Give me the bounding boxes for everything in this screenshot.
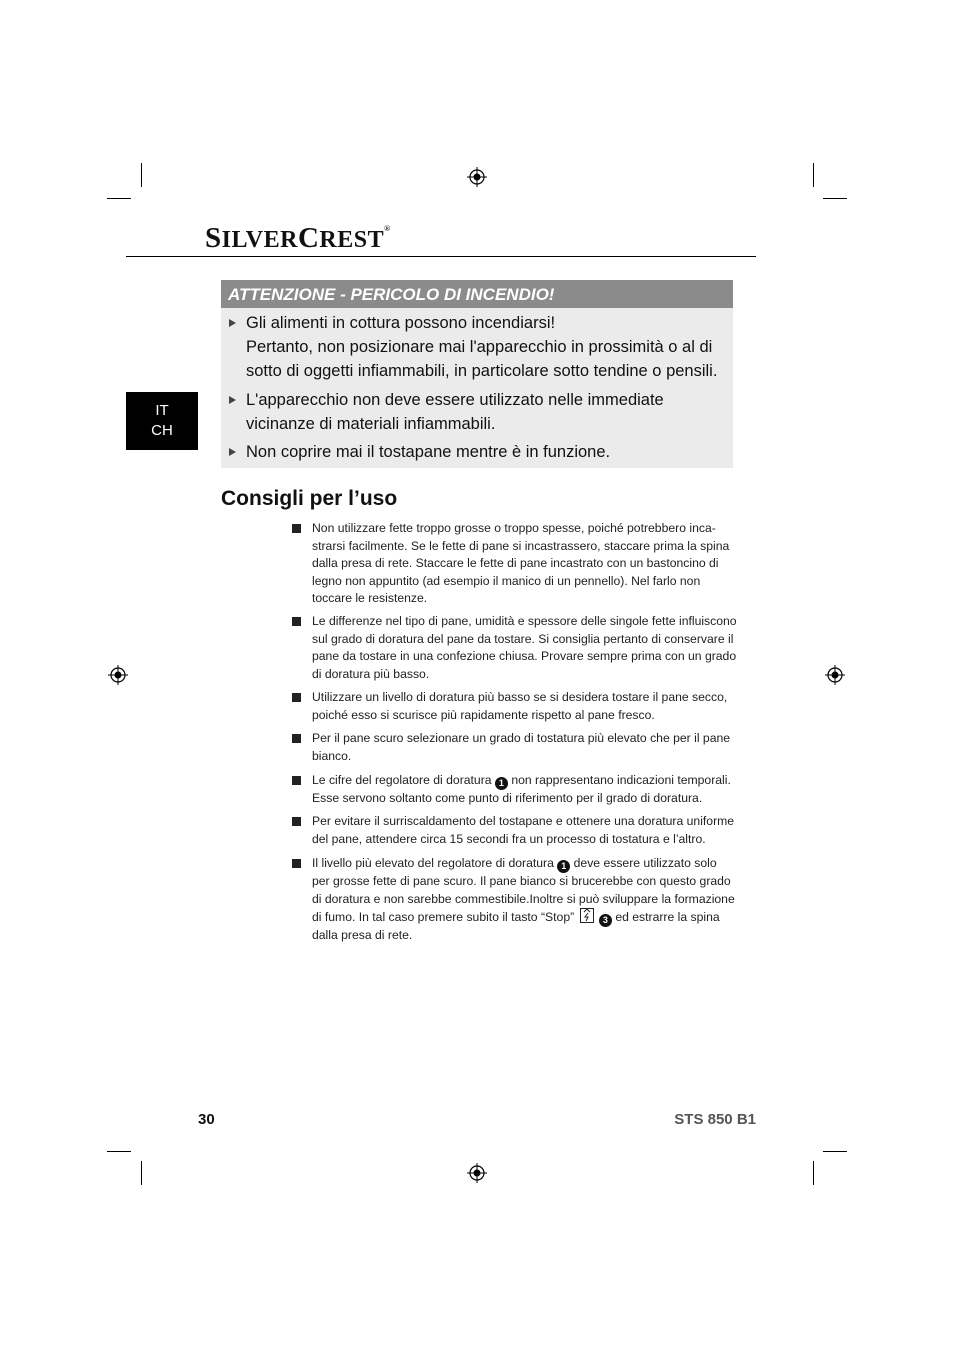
arrow-bullet-icon [229, 396, 236, 404]
registered-mark: ® [384, 224, 391, 233]
brand-logo [205, 222, 391, 255]
square-bullet-icon [292, 859, 301, 868]
list-item [292, 855, 737, 945]
logo-letter: C [297, 222, 320, 254]
crop-mark [107, 198, 131, 199]
logo-letter: S [205, 222, 222, 254]
square-bullet-icon [292, 617, 301, 626]
list-item-text: Le differenze nel tipo di pane, umidità e spessore delle singole fette influiscono sul grado di doratura del pane da tostare. Si consiglia pertanto di conservare il pane da tostare in una confezione chiusa. Provare sempre prima con un grado di doratura più basso. [312, 614, 737, 681]
part-reference-badge: 3 [599, 914, 612, 927]
warning-title: ATTENZIONE - PERICOLO DI INCENDIO! [221, 280, 733, 308]
registration-mark-icon [825, 665, 845, 685]
part-reference-badge: 1 [495, 777, 508, 790]
warning-item [225, 440, 725, 464]
warning-item-text: Gli alimenti in cottura possono incendiarsi! Pertanto, non posizionare mai l'apparecchio in prossimità o al di sotto di oggetti infiammabili, in particolare sotto tendine o pensili. [246, 314, 718, 380]
square-bullet-icon [292, 776, 301, 785]
list-item [292, 772, 737, 808]
crop-mark [107, 1151, 131, 1152]
logo-text: REST [319, 227, 385, 253]
section-title: Consigli per l’uso [221, 487, 398, 510]
text-segment: Le cifre del regolatore di doratura [312, 773, 492, 787]
registration-mark-icon [467, 1163, 487, 1183]
list-item-text: Per evitare il surriscaldamento del tostapane e ottenere una doratura uniforme del pane, attendere circa 15 secondi fra un processo di tostatura e l’altro. [312, 814, 735, 846]
list-item [292, 520, 737, 608]
arrow-bullet-icon [229, 319, 236, 327]
page-number: 30 [198, 1111, 215, 1128]
crop-mark [813, 1161, 814, 1185]
text-segment: Il livello più elevato del regolatore di doratura [312, 856, 554, 870]
list-item [292, 813, 737, 848]
part-reference-badge: 1 [557, 860, 570, 873]
country-code: CH [151, 422, 173, 439]
list-item [292, 689, 737, 724]
square-bullet-icon [292, 524, 301, 533]
list-item-text: Utilizzare un livello di doratura più basso se si desidera tostare il pane secco, poiché esso si scurisce più rapidamente rispetto al pane fresco. [312, 690, 728, 722]
text-segment: deve essere utilizzato solo per grosse fette di pane scuro. Il pane bianco si brucerebbe con questo grado di doratura e non sarebbe commestibile.Inoltre si può sviluppare la formazione di fumo. In tal caso premere subito il tasto “Stop” [312, 856, 735, 924]
square-bullet-icon [292, 734, 301, 743]
language-tab [126, 392, 198, 450]
registration-mark-icon [467, 167, 487, 187]
model-number: STS 850 B1 [674, 1111, 756, 1128]
list-item-text: Non utilizzare fette troppo grosse o troppo spesse, poiché potrebbero inca-strarsi facilmente. Se le fette di pane si incastrassero, staccare prima la spina dalla presa di rete. Staccare le fette di pane incastrato con un bastoncino di legno non appuntito (ad esempio il manico di un pennello). Nel farlo non toccare le resistenze. [312, 521, 730, 605]
list-item-text: Per il pane scuro selezionare un grado di tostatura più elevato che per il pane bianco. [312, 731, 731, 763]
list-item-text [312, 855, 737, 945]
warning-item [225, 388, 725, 436]
list-item-text [312, 772, 737, 808]
fire-warning-box [221, 280, 733, 468]
arrow-bullet-icon [229, 448, 236, 456]
crop-mark [823, 198, 847, 199]
language-code: IT [155, 402, 169, 419]
crop-mark [823, 1151, 847, 1152]
header-divider [126, 256, 756, 257]
crop-mark [141, 1161, 142, 1185]
warning-item-text: Non coprire mai il tostapane mentre è in funzione. [246, 443, 611, 461]
list-item [292, 730, 737, 765]
list-item [292, 613, 737, 683]
crop-mark [813, 163, 814, 187]
square-bullet-icon [292, 693, 301, 702]
stop-button-icon [580, 908, 594, 923]
warning-item-text: L'apparecchio non deve essere utilizzato nelle immediate vicinanze di materiali infiammabili. [246, 391, 664, 433]
text-segment: ed estrarre la spina dalla presa di rete. [312, 910, 720, 942]
registration-mark-icon [108, 665, 128, 685]
warning-item [225, 311, 725, 383]
text-segment: non rappresentano indicazioni temporali. Esse servono soltanto come punto di riferimento per il grado di doratura. [312, 773, 731, 805]
crop-mark [141, 163, 142, 187]
square-bullet-icon [292, 817, 301, 826]
logo-text: ILVER [221, 227, 298, 253]
